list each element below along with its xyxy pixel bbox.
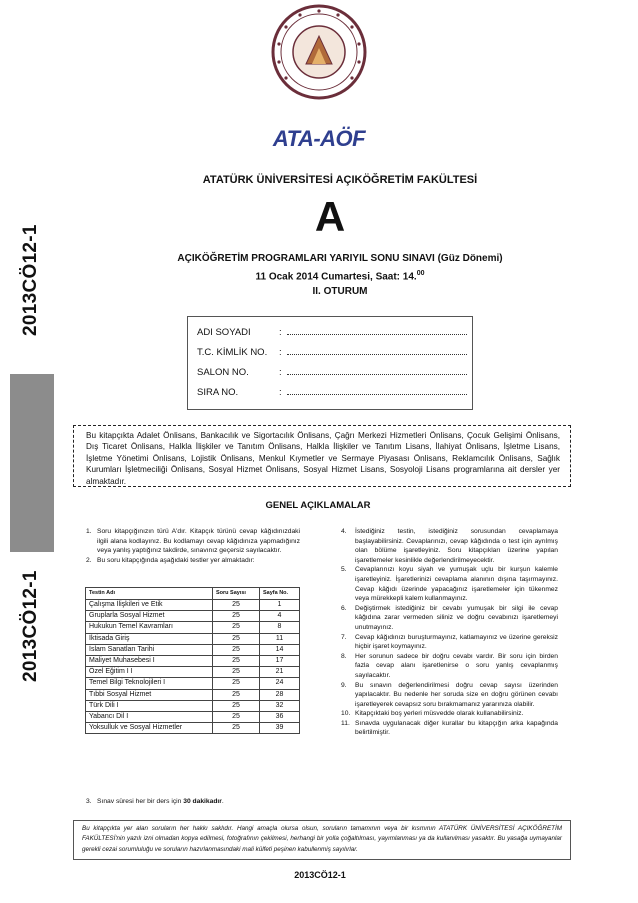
side-code-bottom: 2013CÖ12-1 — [20, 570, 41, 682]
test-name-cell: Türk Dili I — [86, 700, 213, 711]
item-text: Bu soru kitapçığında aşağıdaki testler yer almaktadır: — [97, 556, 255, 564]
side-gray-bar — [10, 374, 54, 552]
question-count-cell: 25 — [213, 656, 260, 667]
test-name-cell: İslam Sanatları Tarihi — [86, 644, 213, 655]
item-text: Kitapçıktaki boş yerleri müsvedde olarak kullanabilirsiniz. — [355, 710, 524, 718]
test-name-cell: Çalışma İlişkileri ve Etik — [86, 600, 213, 611]
instruction-item — [341, 719, 558, 738]
instruction-item — [341, 565, 558, 603]
colon: : — [279, 367, 282, 378]
item-number: 9. — [341, 681, 347, 689]
item-text: Her sorunun sadece bir doğru cevabı vardır. Bir soru için birden fazla cevap alanı işaretlenirse o soru yanlış cevaplanmış sayılacaktır. — [355, 652, 558, 679]
item-number: 8. — [341, 652, 347, 660]
question-count-cell: 25 — [213, 622, 260, 633]
question-count-cell: 25 — [213, 633, 260, 644]
instruction-item — [86, 797, 300, 807]
instruction-item — [341, 652, 558, 681]
programs-notice-box — [73, 425, 571, 487]
item-number: 4. — [341, 528, 347, 535]
room-label: SALON NO. — [197, 367, 249, 378]
item-number: 7. — [341, 633, 347, 641]
item-number: 11. — [341, 719, 350, 727]
item-number: 5. — [341, 566, 347, 574]
header-question-count: Soru Sayısı — [213, 588, 260, 600]
table-row — [86, 678, 300, 689]
instruction-item — [341, 527, 558, 565]
instruction-item — [86, 527, 300, 556]
instruction-item — [341, 604, 558, 633]
left-instructions — [86, 527, 300, 565]
question-count-cell: 25 — [213, 667, 260, 678]
table-row — [86, 656, 300, 667]
page-no-cell: 1 — [260, 600, 300, 611]
question-count-cell: 25 — [213, 689, 260, 700]
duration-note — [86, 797, 300, 807]
copyright-box — [73, 820, 571, 860]
page-no-cell: 4 — [260, 611, 300, 622]
item-text: Sınav süresi her bir ders için — [97, 798, 184, 805]
page-no-cell: 11 — [260, 633, 300, 644]
table-row — [86, 644, 300, 655]
table-row — [86, 723, 300, 734]
seat-label: SIRA NO. — [197, 387, 239, 398]
test-name-cell: Yabancı Dil I — [86, 712, 213, 723]
booklet-type: A — [314, 193, 346, 240]
copyright-text: Bu kitapçıkta yer alan soruların her hakkı saklıdır. Hangi amaçla olursa olsun, soruların tamamının veya bir kısmının ATATÜRK ÜNİVERSİTESİ AÇIKÖĞRETİM FAKÜLTESİ'nin yazılı izni olmadan kopya edilmesi, fotoğrafının çekilmesi, herhangi bir yolla çoğaltılması, yayımlanması ya da kullanılması yasaktır. Bu yasağa uymayanlar gerekli cezai sorumluluğu ve soruların hazırlanmasındaki mali külfeti peşinen kabullenmiş sayılırlar. — [82, 825, 562, 853]
page-no-cell: 24 — [260, 678, 300, 689]
question-count-cell: 25 — [213, 712, 260, 723]
footer-code: 2013CÖ12-1 — [294, 870, 346, 880]
id-line[interactable] — [287, 354, 467, 355]
table-row — [86, 667, 300, 678]
page-no-cell: 8 — [260, 622, 300, 633]
test-name-cell: Hukukun Temel Kavramları — [86, 622, 213, 633]
colon: : — [279, 327, 282, 338]
exam-time-sup: 00 — [416, 270, 425, 277]
seat-line[interactable] — [287, 394, 467, 395]
item-text: İstediğiniz testin, istediğiniz sorusundan cevaplamaya başlayabilirsiniz. Cevaplarınızı, cevap kâğıdında o test için ayrılmış olan bölüme işaretleyiniz. Soru kitapçıkları üzerine yapılan işaretlemeler kesinlikle değerlendirilmeyecektir. — [355, 528, 558, 564]
item-number: 2. — [86, 556, 92, 564]
table-row — [86, 712, 300, 723]
instruction-item — [341, 633, 558, 652]
page-no-cell: 21 — [260, 667, 300, 678]
question-count-cell: 25 — [213, 600, 260, 611]
exam-title: AÇIKÖĞRETİM PROGRAMLARI YARIYIL SONU SINAVI (Güz Dönemi) — [177, 253, 503, 264]
student-info-box — [187, 316, 473, 410]
id-label: T.C. KİMLİK NO. — [197, 347, 268, 358]
exam-session: II. OTURUM — [312, 286, 368, 298]
instruction-item — [341, 681, 558, 710]
item-number: 1. — [86, 528, 92, 535]
question-count-cell: 25 — [213, 611, 260, 622]
question-count-cell: 25 — [213, 723, 260, 734]
logo-wordmark — [264, 126, 374, 152]
colon: : — [279, 387, 282, 398]
table-header-row — [86, 588, 300, 600]
colon: : — [279, 347, 282, 358]
header-page-no: Sayfa No. — [260, 588, 300, 600]
exam-date: 11 Ocak 2014 Cumartesi, Saat: 14.00 — [255, 270, 425, 283]
table-row — [86, 633, 300, 644]
test-name-cell: Tıbbi Sosyal Hizmet — [86, 689, 213, 700]
table-row — [86, 689, 300, 700]
item-number: 6. — [341, 604, 347, 612]
right-instructions — [341, 527, 558, 738]
university-logo — [268, 2, 370, 152]
room-line[interactable] — [287, 374, 467, 375]
test-name-cell: Maliyet Muhasebesi I — [86, 656, 213, 667]
question-count-cell: 25 — [213, 644, 260, 655]
header-test-name: Testin Adı — [86, 588, 213, 600]
page-no-cell: 14 — [260, 644, 300, 655]
question-count-cell: 25 — [213, 700, 260, 711]
page-no-cell: 17 — [260, 656, 300, 667]
item-number: 10. — [341, 710, 351, 718]
duration-value: 30 dakikadır — [183, 798, 222, 805]
instruction-item — [86, 556, 300, 566]
general-instructions-title: GENEL AÇIKLAMALAR — [265, 500, 371, 511]
side-code-top: 2013CÖ12-1 — [20, 224, 41, 336]
test-name-cell: Gruplarla Sosyal Hizmet — [86, 611, 213, 622]
test-name-cell: Özel Eğitim I I — [86, 667, 213, 678]
programs-notice: Bu kitapçıkta Adalet Önlisans, Bankacılık ve Sigortacılık Önlisans, Çağrı Merkezi Hizmetleri Önlisans, Çocuk Gelişimi Önlisans, Dış Ticaret Önlisans, Halkla İlişkiler ve Tanıtım Önlisans, Halkla İlişkiler ve Tanıtım Lisans, İlahiyat Önlisans, İşletme Lisans, İşletme Yönetimi Önlisans, Lojistik Önlisans, Menkul Kıymetler ve Sermaye Piyasası Önlisans, Reklamcılık Önlisans, Sağlık Kurumları İşletmeciliği Önlisans, Sosyal Hizmet Önlisans, Sosyal Hizmet Lisans, Sosyoloji Lisans programlarına ait dersler yer almaktadır. — [86, 431, 560, 486]
item-text: Soru kitapçığınızın türü A'dır. Kitapçık türünü cevap kâğıdınızdaki ilgili alana kodlayınız. Bu kodlamayı cevap kâğıdınıza yapmadığınız veya yanlış yaptığınız takdirde, sınavınız geçersiz sayılacaktır. — [97, 528, 300, 555]
name-label: ADI SOYADI — [197, 327, 251, 338]
test-name-cell: Yoksulluk ve Sosyal Hizmetler — [86, 723, 213, 734]
instruction-item — [341, 709, 558, 719]
item-text: Sınavda uygulanacak diğer kurallar bu kitapçığın arka kapağında belirtilmiştir. — [355, 719, 558, 737]
page-no-cell: 28 — [260, 689, 300, 700]
item-text: Bu sınavın değerlendirilmesi doğru cevap sayısı üzerinden yapılacaktır. Bu nedenle her soruda size en doğru görünen cevabı işaretleyerek cevapsız soru bırakmamanız yararınıza olabilir. — [355, 681, 558, 708]
test-name-cell: Temel Bilgi Teknolojileri I — [86, 678, 213, 689]
tests-table — [85, 587, 300, 734]
table-row — [86, 622, 300, 633]
item-text: Cevap kâğıdınızı buruşturmayınız, katlamayınız ve üzerine gereksiz hiçbir işaret koymayınız. — [355, 633, 558, 651]
table-row — [86, 700, 300, 711]
name-line[interactable] — [287, 334, 467, 335]
item-text: Değiştirmek istediğiniz bir cevabı yumuşak bir silgi ile cevap kâğıdına zarar vermeden siliniz ve doğru cevabınızı işaretlemeyi unutmayınız. — [355, 604, 558, 631]
university-name: ATATÜRK ÜNİVERSİTESİ AÇIKÖĞRETİM FAKÜLTESİ — [202, 174, 478, 186]
page-no-cell: 36 — [260, 712, 300, 723]
logo-text: ATA-AÖF — [272, 126, 366, 151]
page-no-cell: 32 — [260, 700, 300, 711]
item-text-end: . — [221, 798, 224, 805]
table-row — [86, 611, 300, 622]
test-name-cell: İktisada Giriş — [86, 633, 213, 644]
table-row — [86, 600, 300, 611]
exam-header — [150, 251, 530, 299]
item-number: 3. — [86, 798, 92, 805]
page-no-cell: 39 — [260, 723, 300, 734]
item-text: Cevaplarınızı koyu siyah ve yumuşak uçlu bir kurşun kalemle işaretleyiniz. İşaretlerinizi cevaplama alanının dışına taşırmayınız. Cevap kâğıdı üzerinde yapacağınız işaretlemeler için tükenmez veya mürekkepli kalem kullanmayınız. — [355, 566, 558, 603]
question-count-cell: 25 — [213, 678, 260, 689]
